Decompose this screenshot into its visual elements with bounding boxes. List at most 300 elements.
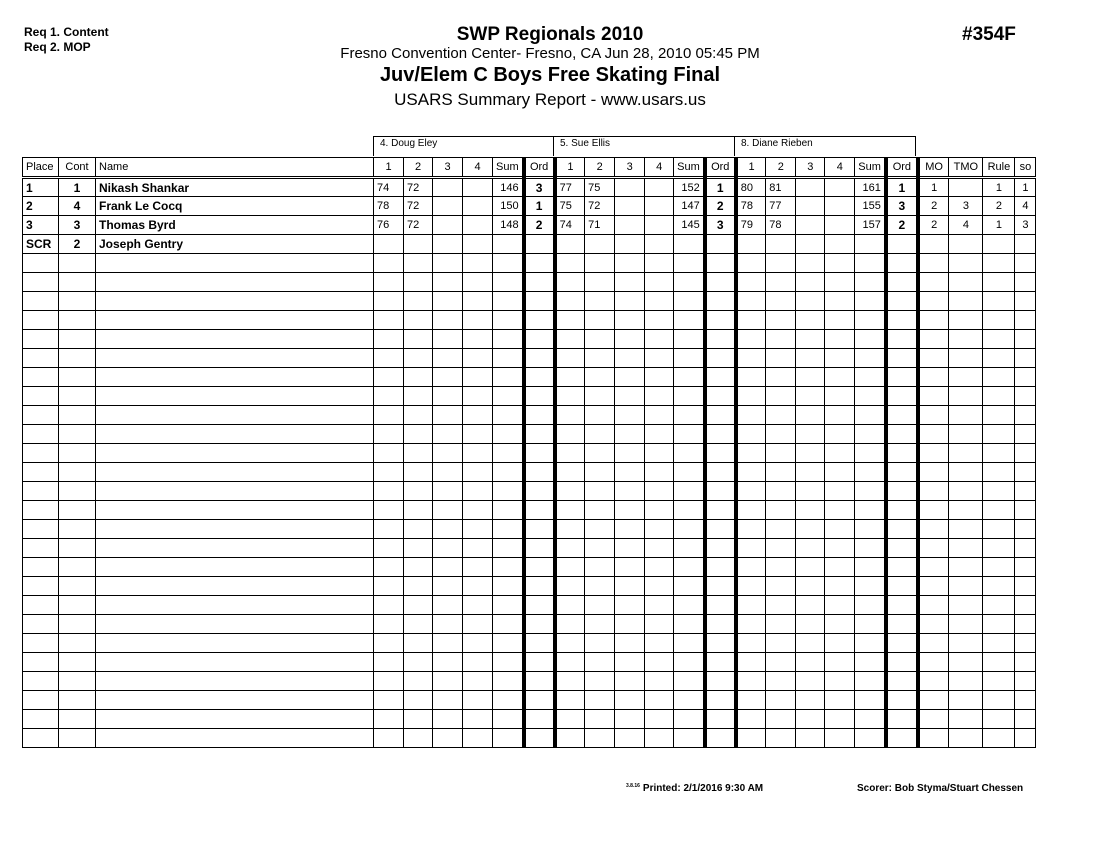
rule-cell: [983, 482, 1015, 501]
cont-cell: [59, 691, 96, 710]
name-cell: [96, 634, 374, 653]
mo-cell: [918, 482, 949, 501]
score-1-cell: [374, 235, 404, 254]
place-cell: [23, 311, 59, 330]
score-4-cell: [645, 634, 674, 653]
ordinal-cell: [524, 368, 555, 387]
mo-cell: [918, 520, 949, 539]
score-4-cell: [463, 216, 493, 235]
score-4-cell: [463, 311, 493, 330]
score-1-cell: [555, 406, 585, 425]
score-4-cell: [645, 235, 674, 254]
cont-cell: [59, 311, 96, 330]
place-cell: [23, 292, 59, 311]
rule-cell: [983, 254, 1015, 273]
blank-row: [23, 330, 1036, 349]
col-j3-sum: Sum: [855, 158, 886, 178]
mo-cell: [918, 463, 949, 482]
score-2-cell: [585, 691, 615, 710]
blank-row: [23, 710, 1036, 729]
score-1-cell: [374, 368, 404, 387]
ordinal-cell: 1: [524, 197, 555, 216]
name-cell: [96, 501, 374, 520]
sum-cell: [493, 368, 524, 387]
ordinal-cell: [886, 406, 918, 425]
score-4-cell: [825, 178, 855, 197]
event-title: Juv/Elem C Boys Free Skating Final: [379, 64, 721, 86]
score-4-cell: [645, 520, 674, 539]
col-j3-ord: Ord: [886, 158, 918, 178]
cont-cell: 2: [59, 235, 96, 254]
score-1-cell: [374, 501, 404, 520]
sum-cell: 147: [674, 197, 705, 216]
score-1-cell: [555, 501, 585, 520]
place-cell: [23, 729, 59, 748]
tmo-cell: [949, 558, 983, 577]
sum-cell: [493, 710, 524, 729]
col-rule: Rule: [983, 158, 1015, 178]
score-4-cell: [645, 691, 674, 710]
place-cell: 2: [23, 197, 59, 216]
cont-cell: [59, 254, 96, 273]
sum-cell: [674, 729, 705, 748]
score-2-cell: [766, 406, 796, 425]
score-4-cell: [825, 197, 855, 216]
name-cell: [96, 425, 374, 444]
ordinal-cell: [524, 387, 555, 406]
score-2-cell: 72: [404, 216, 433, 235]
rule-cell: [983, 520, 1015, 539]
score-2-cell: [766, 254, 796, 273]
score-3-cell: [615, 406, 645, 425]
rule-cell: [983, 235, 1015, 254]
rule-cell: [983, 501, 1015, 520]
score-1-cell: [555, 615, 585, 634]
name-cell: [96, 558, 374, 577]
score-1-cell: 78: [374, 197, 404, 216]
score-4-cell: [645, 653, 674, 672]
tmo-cell: [949, 729, 983, 748]
sum-cell: [855, 577, 886, 596]
sum-cell: [493, 311, 524, 330]
score-3-cell: [433, 216, 463, 235]
ordinal-cell: [705, 311, 736, 330]
rule-cell: 2: [983, 197, 1015, 216]
tmo-cell: [949, 368, 983, 387]
sum-cell: [493, 349, 524, 368]
score-3-cell: [796, 691, 825, 710]
score-4-cell: [463, 235, 493, 254]
score-2-cell: [585, 615, 615, 634]
ordinal-cell: [886, 330, 918, 349]
score-3-cell: [615, 482, 645, 501]
score-3-cell: [796, 425, 825, 444]
so-cell: [1015, 444, 1036, 463]
sum-cell: [674, 615, 705, 634]
score-4-cell: [645, 558, 674, 577]
sum-cell: [855, 444, 886, 463]
score-3-cell: [796, 387, 825, 406]
ordinal-cell: [524, 292, 555, 311]
mo-cell: [918, 615, 949, 634]
score-2-cell: [404, 406, 433, 425]
score-2-cell: [585, 729, 615, 748]
results-table: [22, 157, 1036, 748]
sum-cell: [855, 368, 886, 387]
score-4-cell: [825, 311, 855, 330]
score-3-cell: [433, 558, 463, 577]
score-1-cell: [736, 482, 766, 501]
mo-cell: [918, 539, 949, 558]
rule-cell: [983, 444, 1015, 463]
ordinal-cell: [886, 387, 918, 406]
score-1-cell: [374, 729, 404, 748]
score-1-cell: [736, 444, 766, 463]
ordinal-cell: [524, 444, 555, 463]
tmo-cell: [949, 387, 983, 406]
sum-cell: [674, 691, 705, 710]
name-cell: [96, 273, 374, 292]
score-2-cell: [585, 653, 615, 672]
ordinal-cell: [886, 501, 918, 520]
score-1-cell: [555, 577, 585, 596]
rule-cell: 1: [983, 216, 1015, 235]
sum-cell: [674, 482, 705, 501]
score-1-cell: [736, 235, 766, 254]
score-3-cell: [615, 178, 645, 197]
cont-cell: [59, 634, 96, 653]
score-4-cell: [463, 501, 493, 520]
score-3-cell: [433, 520, 463, 539]
score-3-cell: [796, 634, 825, 653]
sum-cell: [674, 292, 705, 311]
score-4-cell: [825, 729, 855, 748]
ordinal-cell: [705, 672, 736, 691]
score-2-cell: [766, 634, 796, 653]
cont-cell: [59, 330, 96, 349]
score-1-cell: [736, 691, 766, 710]
ordinal-cell: [886, 349, 918, 368]
score-4-cell: [463, 634, 493, 653]
score-1-cell: [555, 425, 585, 444]
ordinal-cell: [705, 634, 736, 653]
col-tmo: TMO: [949, 158, 983, 178]
score-1-cell: [374, 710, 404, 729]
mo-cell: [918, 558, 949, 577]
score-1-cell: [374, 653, 404, 672]
so-cell: [1015, 482, 1036, 501]
score-2-cell: [404, 672, 433, 691]
cont-cell: [59, 615, 96, 634]
score-1-cell: [374, 615, 404, 634]
score-3-cell: [433, 691, 463, 710]
so-cell: [1015, 596, 1036, 615]
ordinal-cell: [705, 596, 736, 615]
ordinal-cell: [524, 311, 555, 330]
rule-cell: [983, 729, 1015, 748]
sum-cell: [674, 406, 705, 425]
score-2-cell: [404, 729, 433, 748]
score-1-cell: [374, 539, 404, 558]
cont-cell: [59, 273, 96, 292]
tmo-cell: [949, 292, 983, 311]
sum-cell: [493, 463, 524, 482]
sum-cell: [493, 444, 524, 463]
score-1-cell: [736, 672, 766, 691]
score-1-cell: [374, 482, 404, 501]
score-3-cell: [615, 197, 645, 216]
sum-cell: [855, 311, 886, 330]
cont-cell: [59, 710, 96, 729]
judge-header-2: 5. Sue Ellis: [553, 136, 735, 156]
score-4-cell: [645, 729, 674, 748]
score-4-cell: [463, 254, 493, 273]
so-cell: [1015, 520, 1036, 539]
requirement-2: Req 2. MOP: [24, 40, 91, 54]
rule-cell: [983, 273, 1015, 292]
sum-cell: [855, 672, 886, 691]
score-4-cell: [825, 710, 855, 729]
sum-cell: [855, 558, 886, 577]
score-4-cell: [645, 349, 674, 368]
score-3-cell: [796, 197, 825, 216]
sum-cell: [855, 235, 886, 254]
score-3-cell: [796, 368, 825, 387]
score-2-cell: [404, 463, 433, 482]
score-2-cell: [404, 710, 433, 729]
score-3-cell: [615, 444, 645, 463]
score-3-cell: [796, 406, 825, 425]
place-cell: [23, 653, 59, 672]
mo-cell: [918, 254, 949, 273]
so-cell: [1015, 387, 1036, 406]
ordinal-cell: [705, 539, 736, 558]
score-4-cell: [825, 577, 855, 596]
score-2-cell: 75: [585, 178, 615, 197]
score-4-cell: [645, 406, 674, 425]
cont-cell: [59, 292, 96, 311]
score-1-cell: [736, 330, 766, 349]
sum-cell: [855, 349, 886, 368]
blank-row: [23, 311, 1036, 330]
score-4-cell: [825, 444, 855, 463]
sum-cell: [855, 520, 886, 539]
blank-row: [23, 425, 1036, 444]
place-cell: [23, 349, 59, 368]
mo-cell: [918, 444, 949, 463]
sum-cell: [674, 368, 705, 387]
place-cell: [23, 615, 59, 634]
score-3-cell: [796, 596, 825, 615]
ordinal-cell: [705, 292, 736, 311]
rule-cell: [983, 634, 1015, 653]
cont-cell: [59, 349, 96, 368]
score-4-cell: [825, 463, 855, 482]
cont-cell: [59, 558, 96, 577]
score-4-cell: [645, 463, 674, 482]
ordinal-cell: [524, 482, 555, 501]
score-2-cell: [585, 482, 615, 501]
score-2-cell: [585, 577, 615, 596]
score-4-cell: [645, 292, 674, 311]
score-1-cell: [555, 691, 585, 710]
score-3-cell: [796, 501, 825, 520]
tmo-cell: [949, 349, 983, 368]
tmo-cell: [949, 634, 983, 653]
score-3-cell: [796, 653, 825, 672]
tmo-cell: [949, 672, 983, 691]
col-cont: Cont: [59, 158, 96, 178]
so-cell: [1015, 653, 1036, 672]
place-cell: [23, 691, 59, 710]
place-cell: [23, 577, 59, 596]
tmo-cell: [949, 501, 983, 520]
score-2-cell: [585, 710, 615, 729]
sum-cell: [493, 330, 524, 349]
ordinal-cell: [705, 691, 736, 710]
sum-cell: [855, 729, 886, 748]
score-4-cell: [463, 482, 493, 501]
tmo-cell: [949, 577, 983, 596]
sum-cell: [674, 387, 705, 406]
score-3-cell: [433, 672, 463, 691]
sum-cell: [674, 444, 705, 463]
name-cell: [96, 368, 374, 387]
score-1-cell: [555, 273, 585, 292]
score-2-cell: [585, 501, 615, 520]
so-cell: [1015, 292, 1036, 311]
score-1-cell: [555, 368, 585, 387]
ordinal-cell: [705, 368, 736, 387]
score-2-cell: [766, 311, 796, 330]
tmo-cell: [949, 235, 983, 254]
score-1-cell: [555, 482, 585, 501]
name-cell: [96, 444, 374, 463]
score-2-cell: [404, 634, 433, 653]
ordinal-cell: [705, 710, 736, 729]
score-1-cell: [374, 634, 404, 653]
ordinal-cell: [705, 254, 736, 273]
printed-timestamp: [626, 783, 763, 794]
cont-cell: [59, 539, 96, 558]
score-3-cell: [615, 368, 645, 387]
score-3-cell: [796, 178, 825, 197]
cont-cell: [59, 501, 96, 520]
score-3-cell: [796, 311, 825, 330]
score-1-cell: [374, 463, 404, 482]
col-j3-3: 3: [796, 158, 825, 178]
competition-title: SWP Regionals 2010: [456, 24, 644, 45]
tmo-cell: [949, 273, 983, 292]
score-4-cell: [463, 520, 493, 539]
sum-cell: 145: [674, 216, 705, 235]
score-2-cell: [404, 691, 433, 710]
ordinal-cell: [886, 273, 918, 292]
score-1-cell: [736, 501, 766, 520]
score-2-cell: [766, 710, 796, 729]
score-1-cell: [555, 672, 585, 691]
sum-cell: [674, 520, 705, 539]
col-so: so: [1015, 158, 1036, 178]
mo-cell: [918, 425, 949, 444]
table-row: [23, 178, 1036, 197]
ordinal-cell: [705, 577, 736, 596]
score-1-cell: [374, 254, 404, 273]
so-cell: [1015, 273, 1036, 292]
score-4-cell: [825, 235, 855, 254]
score-2-cell: [404, 330, 433, 349]
rule-cell: [983, 577, 1015, 596]
score-4-cell: [463, 444, 493, 463]
score-4-cell: [825, 216, 855, 235]
score-2-cell: [585, 311, 615, 330]
ordinal-cell: [705, 273, 736, 292]
score-1-cell: [374, 691, 404, 710]
sum-cell: 148: [493, 216, 524, 235]
score-1-cell: [374, 311, 404, 330]
rule-cell: [983, 691, 1015, 710]
name-cell: [96, 406, 374, 425]
ordinal-cell: [705, 729, 736, 748]
score-1-cell: [736, 254, 766, 273]
ordinal-cell: 3: [886, 197, 918, 216]
score-1-cell: [555, 387, 585, 406]
score-4-cell: [463, 273, 493, 292]
score-2-cell: [766, 596, 796, 615]
so-cell: [1015, 368, 1036, 387]
sum-cell: [493, 691, 524, 710]
ordinal-cell: [886, 634, 918, 653]
score-3-cell: [433, 349, 463, 368]
name-cell: [96, 691, 374, 710]
score-2-cell: [766, 463, 796, 482]
ordinal-cell: [886, 577, 918, 596]
ordinal-cell: [886, 292, 918, 311]
place-cell: [23, 406, 59, 425]
cont-cell: [59, 577, 96, 596]
ordinal-cell: [524, 539, 555, 558]
score-1-cell: [736, 710, 766, 729]
col-j1-2: 2: [404, 158, 433, 178]
so-cell: [1015, 539, 1036, 558]
score-3-cell: [433, 577, 463, 596]
score-2-cell: [585, 406, 615, 425]
ordinal-cell: [886, 558, 918, 577]
score-3-cell: [615, 311, 645, 330]
place-cell: [23, 463, 59, 482]
score-2-cell: [766, 425, 796, 444]
score-3-cell: [433, 425, 463, 444]
so-cell: [1015, 672, 1036, 691]
score-1-cell: [555, 653, 585, 672]
sum-cell: [674, 349, 705, 368]
score-2-cell: [585, 558, 615, 577]
sum-cell: [674, 425, 705, 444]
score-3-cell: [433, 330, 463, 349]
tmo-cell: [949, 691, 983, 710]
score-1-cell: [555, 235, 585, 254]
mo-cell: [918, 710, 949, 729]
ordinal-cell: [705, 482, 736, 501]
score-1-cell: [555, 254, 585, 273]
score-2-cell: 72: [404, 178, 433, 197]
tmo-cell: [949, 539, 983, 558]
score-2-cell: [766, 368, 796, 387]
mo-cell: [918, 653, 949, 672]
score-3-cell: [433, 653, 463, 672]
sum-cell: 152: [674, 178, 705, 197]
name-cell: Nikash Shankar: [96, 178, 374, 197]
